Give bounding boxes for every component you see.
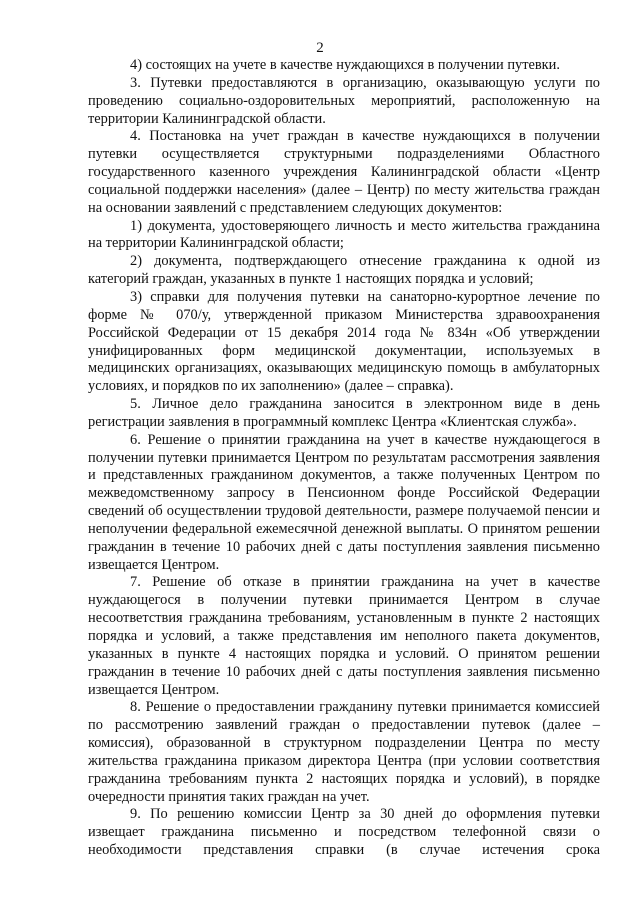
paragraph-5-personal-file: 5. Личное дело гражданина заносится в электронном виде в день регистрации заявления в программный комплекс Центра «Клиентская служба». (88, 396, 600, 430)
paragraph-6-acceptance-decision: 6. Решение о принятии гражданина на учет в качестве нуждающегося в получении путевки принимается Центром по результатам рассмотрения заявления и представленных гражданином документов, а также полученных Центром по межведомственному запросу в Пенсионном фонде Российской Федерации сведений об осуществлении трудовой деятельности, размере получаемой пенсии и неполучении федеральной ежемесячной денежной выплаты. О принятом решении гражданин в течение 10 рабочих дней с даты поступления заявления письменно извещается Центром. (88, 431, 600, 573)
page-number: 2 (316, 40, 324, 56)
document-list-item-3: 3) справки для получения путевки на санаторно-курортное лечение по форме № 070/у, утвержденной приказом Министерства здравоохранения Российской Федерации от 15 декабря 2014 года № 834н «Об утверждении унифицированных форм медицинской документации, используемых в медицинских организациях, оказывающих медицинскую помощь в амбулаторных условиях, и порядков по их заполнению» (далее – справка). (88, 288, 600, 395)
document-list-item-1: 1) документа, удостоверяющего личность и место жительства гражданина на территории Калининградской области; (88, 217, 600, 252)
paragraph-item-4-of-list: 4) состоящих на учете в качестве нуждающихся в получении путевки. (130, 57, 560, 73)
document-list-item-2: 2) документа, подтверждающего отнесение гражданина к одной из категорий граждан, указанных в пункте 1 настоящих порядка и условий; (88, 253, 600, 288)
paragraph-9-notification: 9. По решению комиссии Центр за 30 дней до оформления путевки извещает гражданина письменно и посредством телефонной связи о необходимости представления справки (в случае истечения срока (88, 806, 600, 859)
paragraph-8-commission-decision: 8. Решение о предоставлении гражданину путевки принимается комиссией по рассмотрению заявлений граждан о предоставлении путевок (далее – комиссия), образованной в структурном подразделении Центра по месту жительства гражданина приказом директора Центра (при условии соответствия гражданина требованиям пункта 2 настоящих порядка и условий), в порядке очередности принятия таких граждан на учет. (88, 699, 600, 805)
paragraph-4-registration: 4. Постановка на учет граждан в качестве нуждающихся в получении путевки осуществляется структурными подразделениями Областного государственного казенного учреждения Калининградской области «Центр социальной поддержки населения» (далее – Центр) по месту жительства граждан на основании заявлений с представлением следующих документов: (88, 128, 600, 216)
document-body (88, 57, 600, 860)
paragraph-3-vouchers-provision: 3. Путевки предоставляются в организацию, оказывающую услуги по проведению социально-оздоровительных мероприятий, расположенную на территории Калининградской области. (88, 74, 600, 127)
paragraph-7-refusal-decision: 7. Решение об отказе в принятии гражданина на учет в качестве нуждающегося в получении путевки принимается Центром в случае несоответствия гражданина требованиям, установленным в пункте 2 настоящих порядка и условий, а также представления им неполного пакета документов, указанных в пункте 4 настоящих порядка и условий. О принятом решении гражданин в течение 10 рабочих дней с даты поступления заявления письменно извещается Центром. (88, 574, 600, 698)
